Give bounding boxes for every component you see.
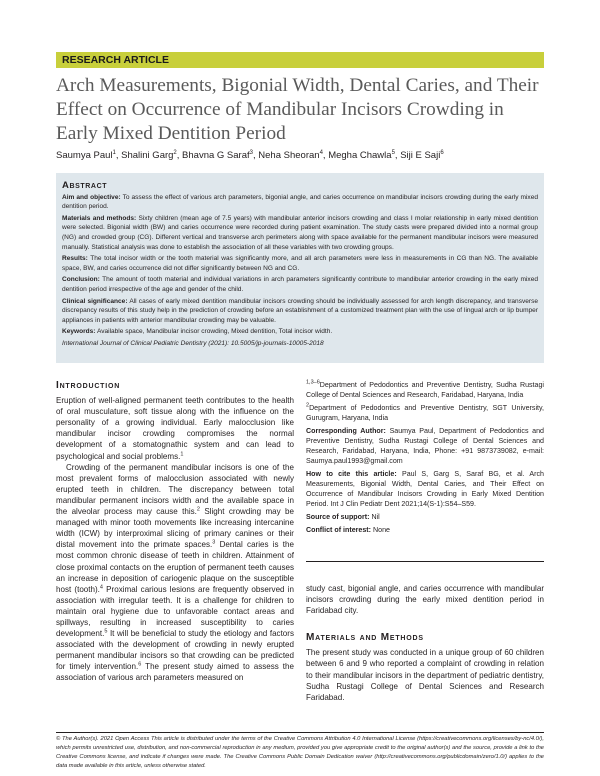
methods-heading: Materials and Methods: [306, 632, 424, 644]
intro-continuation: study cast, bigonial angle, and caries occurrence with mandibular incisors crowding during the early mixed dentition period in Faridabad city.: [306, 584, 544, 616]
abstract-box: [56, 173, 544, 363]
author: Bhavna G Saraf$^3$,: [182, 149, 259, 161]
author: Siji E Saji$^6$: [400, 149, 444, 161]
introduction-column: [56, 380, 294, 684]
author: Neha Sheoran$^4$,: [258, 149, 329, 161]
article-type-label: RESEARCH ARTICLE: [62, 54, 169, 66]
affiliation: $^2$Department of Pedodontics and Preventive Dentistry, SGT University, Gurugram, Haryana, India: [306, 402, 544, 422]
affiliation-divider: [306, 561, 544, 562]
article-type-badge: [56, 52, 544, 68]
author: Megha Chawla$^5$,: [328, 149, 401, 161]
abstract-significance: Clinical significance: All cases of early mixed dentition mandibular incisors crowding should be individually assessed for arch length discrepancy, and transverse discrepancy results of this study help in the prediction of crowding before an establishment of a customized treatment plan with the use of lingual arch or lip bumper appliances in patients with anterior mandibular crowding may be valuable.: [62, 297, 538, 324]
source-of-support: Source of support: Nil: [306, 513, 380, 521]
abstract-methods: Materials and methods: Sixty children (mean age of 7.5 years) with mandibular anterior incisors crowding and class I molar relationship in early mixed dentition were selected. Bigonial width (BW) and caries occurrence were recorded during patient examination. The study casts were prepared divided into a normal group (NG) and crowded group (CG). Different vertical and transverse arch perimeters along with space available for the permanent mandibular incisors were measured manually. Statistical analysis was done to establish the association of all these variables with two crowding groups.: [62, 214, 538, 251]
methods-paragraph: The present study was conducted in a unique group of 60 children between 6 and 9 who reported a complaint of crowding in relation to their mandibular incisors in the department of pediatric dentistry, Sudha Rustagi College of Dental Sciences and Research Faridabad.: [306, 648, 544, 702]
abstract-results: Results: The total incisor width or the tooth material was significantly more, and all arch parameters were less in measurements in CG than NG. The available space, BW, and caries occurrence did not differ significantly between NG and CG.: [62, 255, 539, 272]
article-title: Arch Measurements, Bigonial Width, Dental Caries, and Their Effect on Occurrence of Mandibular Incisors Crowding in Early Mixed Dentition Period: [56, 75, 539, 144]
conflict-of-interest: Conflict of interest: None: [306, 526, 390, 534]
abstract-keywords: Keywords: Available space, Mandibular incisor crowding, Mixed dentition, Total incisor width.: [62, 328, 333, 336]
author: Saumya Paul$^1$,: [56, 149, 122, 161]
intro-paragraph: Eruption of well-aligned permanent teeth contributes to the health of oral musculature, soft tissue along with the influence on the personality of a growing individual. Early malocclusion like mandibular incisor crowding compromises the normal development of a stomatognathic system and can lead to psychological and social problems.$^1$: [56, 396, 294, 461]
abstract-heading: Abstract: [62, 180, 108, 191]
affiliation: $^{1,3-6}$Department of Pedodontics and Preventive Dentistry, Sudha Rustagi College of Dental Sciences and Research, Faridabad, Haryana, India: [306, 379, 544, 399]
license-footer: © The Author(s). 2021 Open Access This article is distributed under the terms of the Creative Commons Attribution 4.0 International License (https://creativecommons.org/licenses/by-nc/4.0/), which permits unrestricted use, distribution, and non-commercial reproduction in any medium, provided you give appropriate credit to the original author(s) and the source, provide a link to the Creative Commons license, and indicate if changes were made. The Creative Commons Public Domain Dedication waiver (http://creativecommons.org/publicdomain/zero/1.0/) applies to the data made available in this article, unless otherwise stated.: [56, 732, 544, 771]
abstract-objective: Aim and objective: To assess the effect of various arch parameters, bigonial angle, and caries occurrence on mandibular incisors crowding during the early mixed dentition period.: [62, 193, 538, 211]
introduction-heading: Introduction: [56, 380, 121, 391]
how-to-cite: How to cite this article: Paul S, Garg S, Saraf BG, et al. Arch Measurements, Bigonial Width, Dental Caries, and Their Effect on Occurrence of Mandibular Incisors Crowding in Early Mixed Dentition Period. Int J Clin Pediatr Dent 2021;14(S-1):S54–S59.: [306, 470, 545, 508]
journal-citation: International Journal of Clinical Pediatric Dentistry (2021): 10.5005/jp-journals-10005-2018: [62, 339, 324, 347]
author: Shalini Garg$^2$,: [121, 149, 183, 161]
abstract-conclusion: Conclusion: The amount of tooth material and individual variations in arch parameters significantly contribute to mandibular anterior crowding in the early mixed dentition period irrespective of the age and gender of the child.: [62, 276, 538, 293]
corresponding-author: Corresponding Author: Saumya Paul, Department of Pedodontics and Preventive Dentistry, Sudha Rustagi College of Dental Sciences and Research, Faridabad, Haryana, India, Phone: +91 9873739082, e-mail: Saumya.paul1993@gmail.com: [306, 427, 545, 465]
intro-paragraph: Crowding of the permanent mandibular incisors is one of the most prevalent forms of malocclusion associated with newly erupted teeth in children. The discrepancy between total mandibular permanent incisors width and the available space in the alveolar process may cause this.$^2$ Slight crowding may be managed with minor tooth movements like increasing intercanine width (ICW) by interproximal slicing of primary canines or their distal movement into the primate spaces.$^3$ Dental caries is the most common chronic disease of teeth in children. Attainment of close proximal contacts on the eruption of permanent teeth causes an increase in deposition of cariogenic plaque on the susceptible host (tooth).$^4$ Proximal carious lesions are frequently observed in association with irregular teeth. It is a challenge for children to maintain oral hygiene due to unfavorable contact areas and spillways, resulting in increased susceptibility to caries development.$^5$ It will be beneficial to study the etiology and factors associated with the development of crowding in newly erupted permanent mandibular incisors so that crowding can be predicted for timely intervention.$^6$ The present study aimed to assess the association of various arch parameters measured on: [56, 462, 294, 683]
author-list: [56, 150, 546, 161]
right-column-body: [306, 583, 544, 703]
affiliations-block: [306, 380, 544, 538]
